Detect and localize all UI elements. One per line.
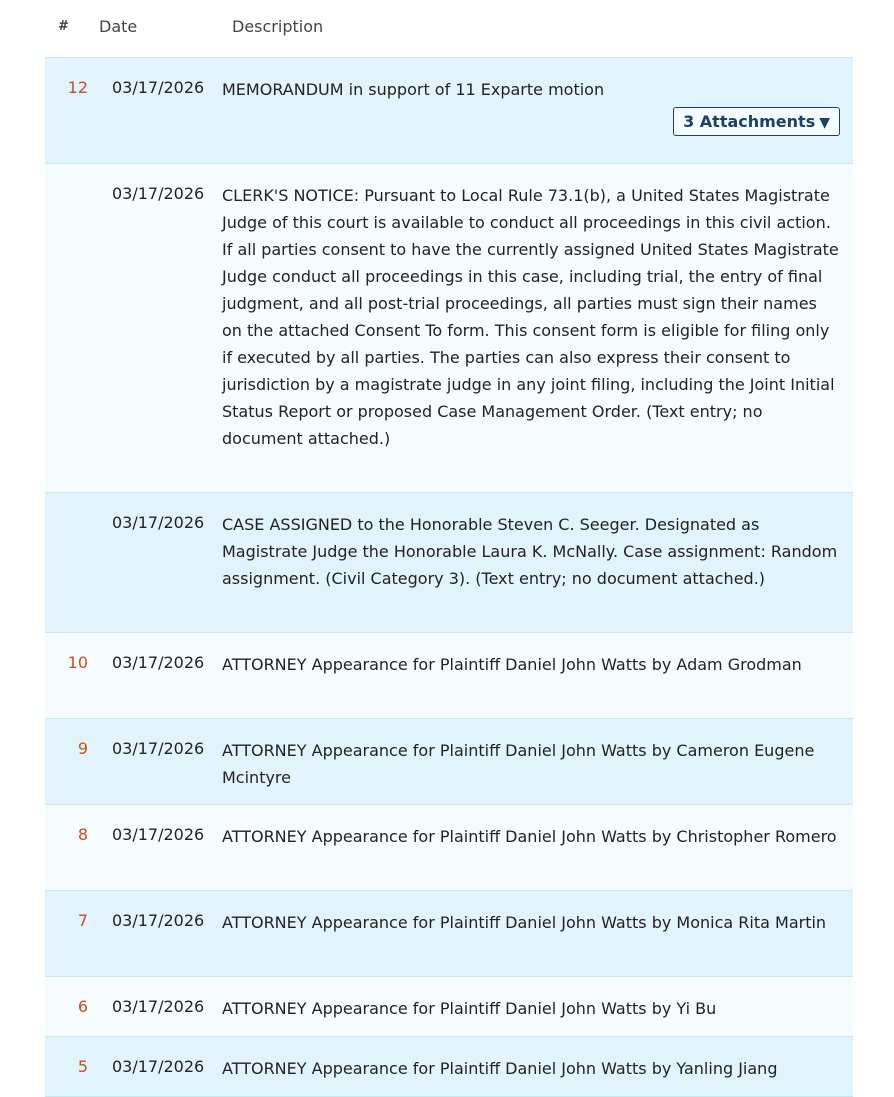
table-row <box>45 164 853 493</box>
table-row <box>45 977 853 1037</box>
table-row <box>45 805 853 891</box>
entry-number[interactable]: 12 <box>67 78 88 97</box>
table-row <box>45 633 853 719</box>
entry-number[interactable]: 5 <box>77 1057 88 1076</box>
caret-down-icon: ▼ <box>819 115 830 131</box>
entry-date: 03/17/2026 <box>112 184 205 203</box>
entry-number[interactable]: 6 <box>77 997 88 1016</box>
entry-description: CASE ASSIGNED to the Honorable Steven C. Seeger. Designated as Magistrate Judge the Honorable Laura K. McNally. Case assignment: Random assignment. (Civil Category 3). (Text entry; no document attached.) <box>222 515 838 588</box>
entry-date: 03/17/2026 <box>112 1057 205 1076</box>
column-header-date: Date <box>99 17 138 36</box>
attachments-toggle-button[interactable] <box>673 107 840 136</box>
entry-description: ATTORNEY Appearance for Plaintiff Daniel John Watts by Yi Bu <box>222 999 717 1018</box>
entry-description: ATTORNEY Appearance for Plaintiff Daniel John Watts by Yanling Jiang <box>222 1059 778 1078</box>
entry-date: 03/17/2026 <box>112 997 205 1016</box>
column-header-description: Description <box>232 17 324 36</box>
table-row <box>45 891 853 977</box>
table-row <box>45 493 853 633</box>
entry-date: 03/17/2026 <box>112 911 205 930</box>
column-header-number: # <box>58 19 69 34</box>
attachments-label: 3 Attachments <box>683 112 816 131</box>
table-row <box>45 1037 853 1097</box>
entry-description: ATTORNEY Appearance for Plaintiff Daniel John Watts by Monica Rita Martin <box>222 913 827 932</box>
entry-number[interactable]: 7 <box>77 911 88 930</box>
entry-description: ATTORNEY Appearance for Plaintiff Daniel John Watts by Cameron Eugene Mcintyre <box>222 741 815 787</box>
entry-description: MEMORANDUM in support of 11 Exparte motion <box>222 80 605 99</box>
entry-date: 03/17/2026 <box>112 513 205 532</box>
entry-date: 03/17/2026 <box>112 653 205 672</box>
entry-date: 03/17/2026 <box>112 78 205 97</box>
entry-number[interactable]: 8 <box>77 825 88 844</box>
entry-date: 03/17/2026 <box>112 825 205 844</box>
entry-date: 03/17/2026 <box>112 739 205 758</box>
entry-description: CLERK'S NOTICE: Pursuant to Local Rule 73.1(b), a United States Magistrate Judge of this court is available to conduct all proceedings in this civil action. If all parties consent to have the currently assigned United States Magistrate Judge conduct all proceedings in this case, including trial, the entry of final judgment, and all post-trial proceedings, all parties must sign their names on the attached Consent To form. This consent form is eligible for filing only if executed by all parties. The parties can also express their consent to jurisdiction by a magistrate judge in any joint filing, including the Joint Initial Status Report or proposed Case Management Order. (Text entry; no document attached.) <box>222 186 839 448</box>
table-row <box>45 719 853 805</box>
entry-number[interactable]: 9 <box>77 739 88 758</box>
table-row <box>45 58 853 164</box>
entry-description: ATTORNEY Appearance for Plaintiff Daniel John Watts by Adam Grodman <box>222 655 802 674</box>
entry-number[interactable]: 10 <box>67 653 88 672</box>
table-header <box>0 0 894 57</box>
docket-entries <box>45 57 853 1097</box>
entry-description: ATTORNEY Appearance for Plaintiff Daniel John Watts by Christopher Romero <box>222 827 837 846</box>
